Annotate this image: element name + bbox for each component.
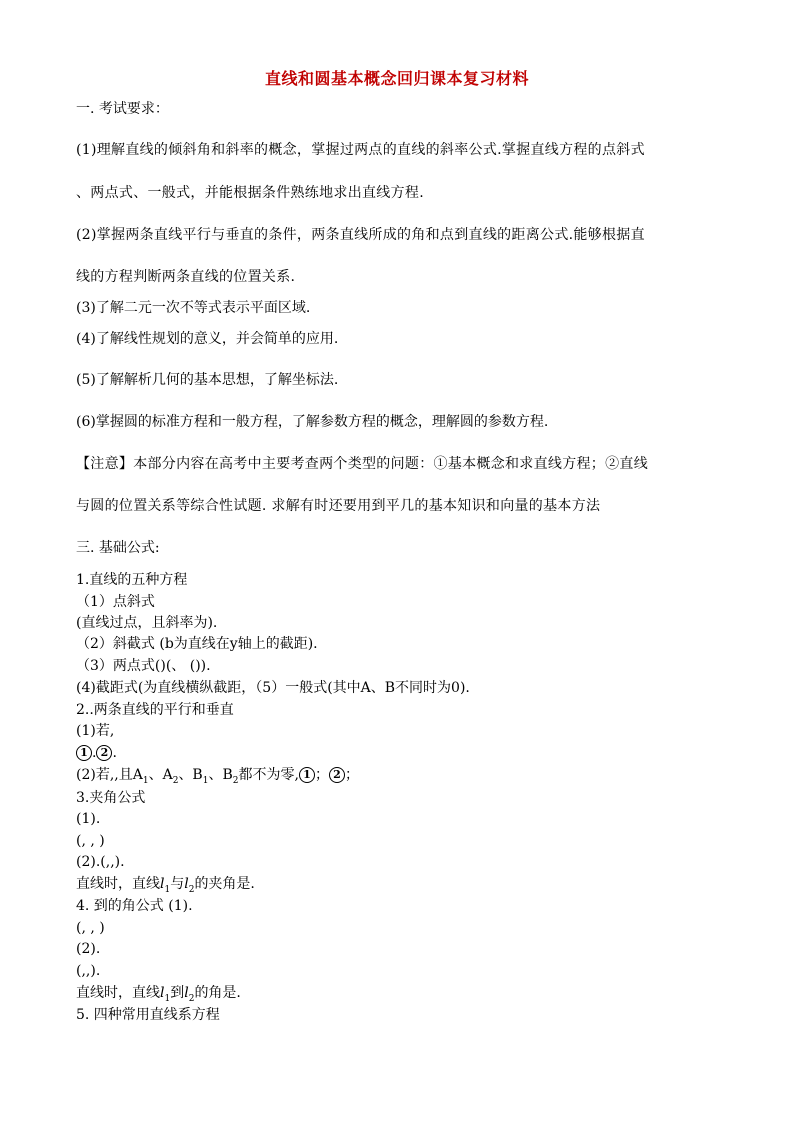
formula2-heading: 2..两条直线的平行和垂直	[76, 702, 234, 718]
formula1-heading: 1.直线的五种方程	[76, 572, 188, 588]
requirement-2-line1: (2)掌握两条直线平行与垂直的条件，两条直线所成的角和点到直线的距离公式.能够根据直	[76, 227, 645, 243]
note-text: 直线时，直线	[76, 876, 160, 892]
formula3-heading: 3.夹角公式	[76, 790, 146, 806]
formula2-case1: (1)若,	[76, 723, 115, 739]
requirement-3: (3)了解二元一次不等式表示平面区域.	[76, 300, 311, 316]
formula3-perpendicular-note	[76, 875, 255, 899]
note-text: 直线时，直线	[76, 985, 160, 1001]
formula1-point-slope: （1）点斜式	[76, 594, 155, 610]
formula2-case2	[76, 766, 359, 790]
formula1-two-point: （3）两点式()(、 ()).	[76, 658, 211, 674]
note-line2: 与圆的位置关系等综合性试题. 求解有时还要用到平几的基本知识和向量的基本方法	[76, 498, 601, 514]
requirement-1-line2: 、两点式、一般式，并能根据条件熟练地求出直线方程.	[76, 185, 424, 201]
separator: ；	[344, 767, 359, 783]
subscript: 2	[232, 775, 239, 786]
case2-text: 、B	[208, 767, 233, 783]
subscript: 1	[142, 775, 149, 786]
section3-heading: 三. 基础公式:	[76, 540, 160, 556]
formula5-heading: 5. 四种常用直线系方程	[76, 1007, 220, 1023]
requirement-5: (5)了解解析几何的基本思想，了解坐标法.	[76, 372, 339, 388]
period: .	[112, 745, 117, 761]
note-text: 的角是.	[194, 985, 241, 1001]
case2-text: 、B	[178, 767, 203, 783]
section1-heading: 一. 考试要求：	[76, 101, 169, 117]
line-symbol: l	[160, 985, 165, 1001]
circled-number-1: 1	[299, 767, 315, 783]
document-title: 直线和圆基本概念回归课本复习材料	[264, 69, 529, 88]
note-text: 的夹角是.	[194, 876, 255, 892]
formula3-case2: (2).(,,).	[76, 854, 125, 870]
circled-number-1: 1	[76, 745, 92, 761]
formula4-perpendicular-note	[76, 984, 241, 1008]
requirement-1-line1: (1)理解直线的倾斜角和斜率的概念，掌握过两点的直线的斜率公式.掌握直线方程的点斜式	[76, 142, 645, 158]
formula4-case2: (2).	[76, 941, 101, 957]
formula1-intercept-general: (4)截距式(为直线横纵截距，（5）一般式(其中A、B不同时为0).	[76, 680, 470, 696]
separator: .	[92, 745, 97, 761]
note-line1: 【注意】本部分内容在高考中主要考查两个类型的问题：①基本概念和求直线方程；②直线	[76, 456, 648, 472]
requirement-4: (4)了解线性规划的意义，并会简单的应用.	[76, 331, 339, 347]
subscript: 2	[172, 775, 179, 786]
formula3-case1-conditions: (, , )	[76, 833, 105, 849]
subscript: 2	[188, 884, 195, 895]
requirement-6: (6)掌握圆的标准方程和一般方程，了解参数方程的概念，理解圆的参数方程.	[76, 414, 549, 430]
note-text: 到	[170, 985, 185, 1001]
formula1-slope-intercept: （2）斜截式 (b为直线在y轴上的截距).	[76, 636, 318, 652]
formula3-case1: (1).	[76, 811, 101, 827]
requirement-2-line2: 线的方程判断两条直线的位置关系.	[76, 269, 296, 285]
formula4-heading: 4. 到的角公式 (1).	[76, 898, 193, 914]
formula2-case1-conditions	[76, 744, 117, 762]
formula4-case2-conditions: (,,).	[76, 963, 101, 979]
formula1-point-slope-note: (直线过点，且斜率为).	[76, 615, 218, 631]
case2-text: 都不为零,	[238, 767, 299, 783]
line-symbol: l	[160, 876, 165, 892]
line-symbol: l	[184, 876, 189, 892]
subscript: 1	[164, 884, 171, 895]
circled-number-2: 2	[329, 767, 345, 783]
circled-number-2: 2	[96, 745, 112, 761]
case2-text: (2)若,,且A	[76, 767, 143, 783]
separator: ；	[314, 767, 329, 783]
line-symbol: l	[184, 985, 189, 1001]
subscript: 1	[202, 775, 209, 786]
formula4-case1-conditions: (, , )	[76, 920, 105, 936]
subscript: 2	[188, 993, 195, 1004]
note-text: 与	[170, 876, 185, 892]
case2-text: 、A	[148, 767, 173, 783]
subscript: 1	[164, 993, 171, 1004]
